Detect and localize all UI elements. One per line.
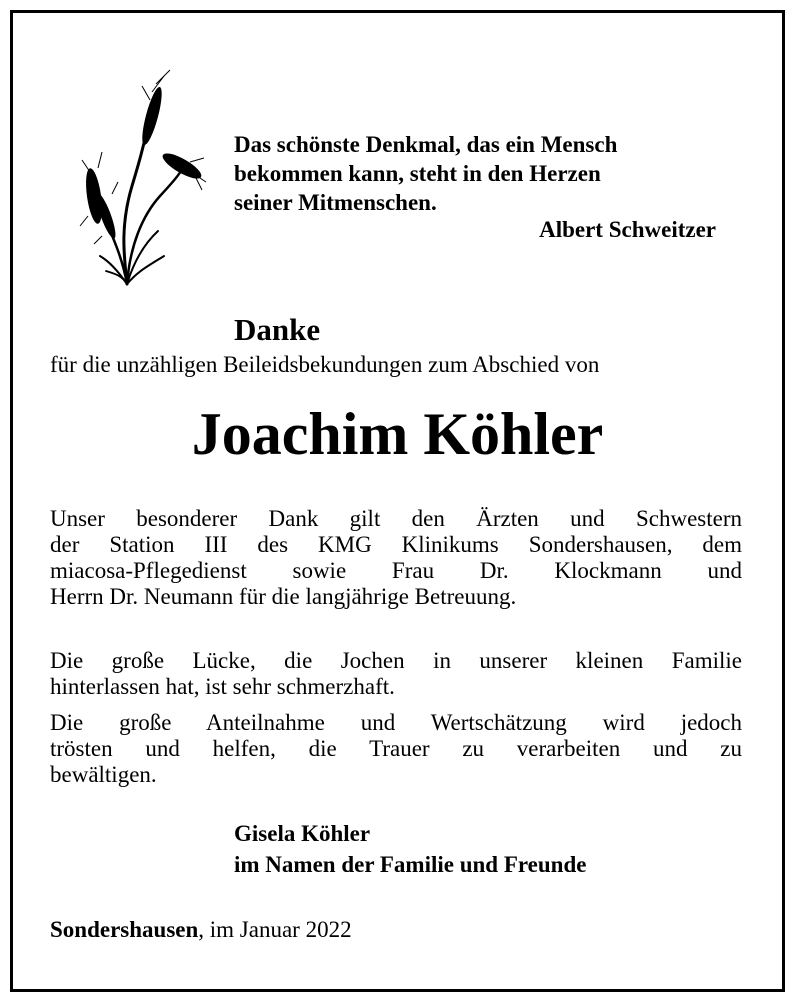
thanks-intro: für die unzähligen Beileidsbekundungen zum Abschied von [50, 352, 600, 377]
thanks-heading: Danke [234, 312, 321, 347]
paragraph-line: Herrn Dr. Neumann für die langjährige Betreuung. [50, 584, 517, 609]
paragraph-line: miacosa-Pflegedienst sowie Frau Dr. Klockmann und [50, 558, 742, 583]
place-date [50, 917, 352, 943]
quote-line: Das schönste Denkmal, das ein Mensch [234, 132, 618, 157]
paragraph-loss [50, 648, 742, 700]
date: , im Januar 2022 [198, 917, 352, 942]
signature-note: im Namen der Familie und Freunde [234, 852, 587, 877]
paragraph-line: trösten und helfen, die Trauer zu verarbeiten und zu [50, 736, 742, 761]
place: Sondershausen [50, 917, 199, 942]
quote [234, 130, 724, 217]
paragraph-line: Die große Lücke, die Jochen in unserer kleinen Familie [50, 648, 742, 673]
signature [234, 818, 586, 880]
quote-line: seiner Mitmenschen. [234, 190, 437, 215]
quote-line: bekommen kann, steht in den Herzen [234, 161, 601, 186]
signature-name: Gisela Köhler [234, 821, 371, 846]
paragraph-line: Die große Anteilnahme und Wertschätzung wird jedoch [50, 710, 742, 735]
paragraph-line: hinterlassen hat, ist sehr schmerzhaft. [50, 674, 395, 699]
paragraph-line: Unser besonderer Dank gilt den Ärzten und Schwestern [50, 506, 742, 531]
paragraph-thanks-staff [50, 506, 742, 610]
deceased-name: Joachim Köhler [191, 401, 604, 467]
paragraph-sympathy [50, 710, 742, 788]
wheat-icon [72, 66, 207, 288]
paragraph-line: bewältigen. [50, 762, 157, 787]
quote-author: Albert Schweitzer [539, 217, 716, 242]
paragraph-line: der Station III des KMG Klinikums Sondershausen, dem [50, 532, 742, 557]
